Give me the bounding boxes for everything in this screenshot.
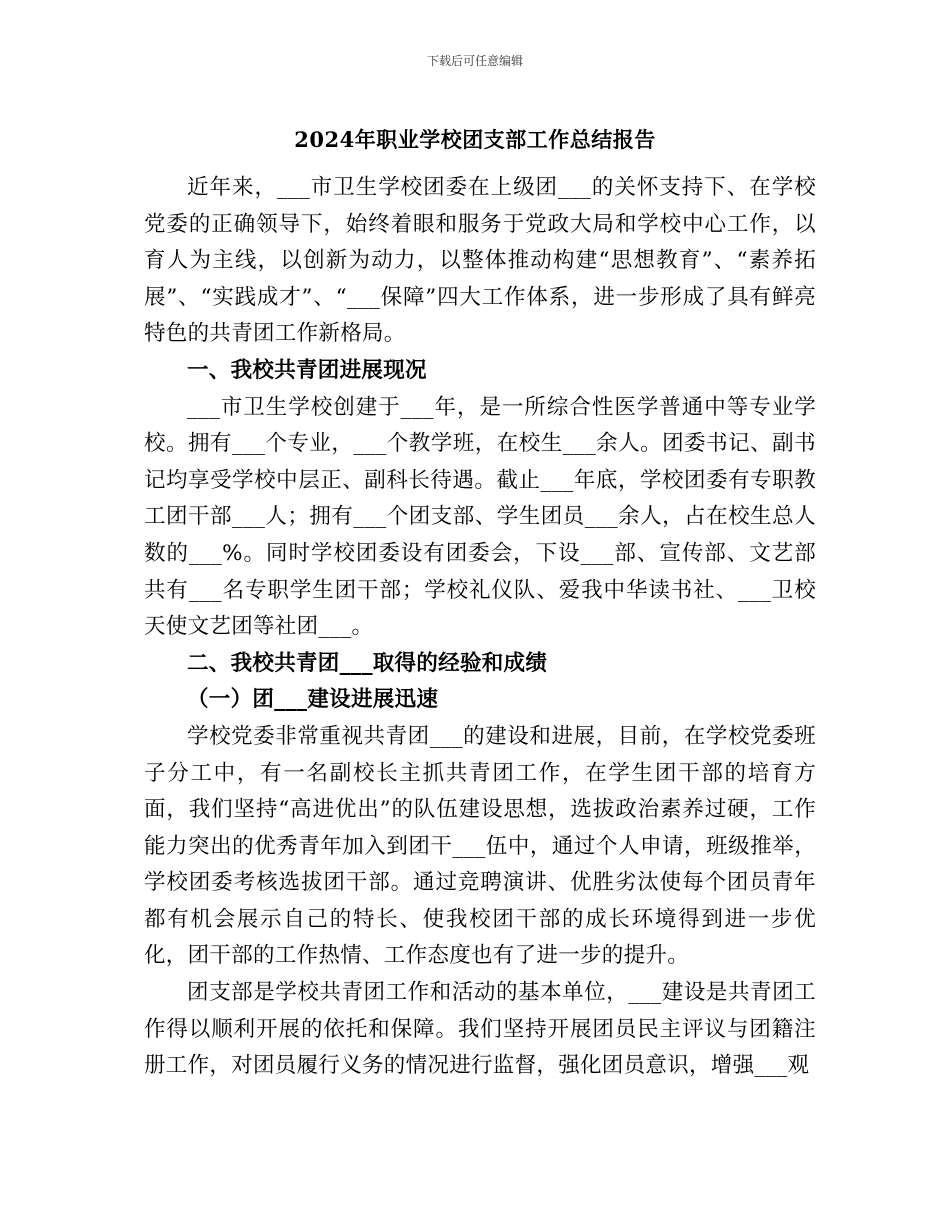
document-title: 2024年职业学校团支部工作总结报告 [294, 127, 656, 152]
subsection-1-paragraph-1: 学校党委非常重视共青团___的建设和进展，目前，在学校党委班子分工中，有一名副校长主抓共青团工作，在学生团干部的培育方面，我们坚持“高进优出”的队伍建设思想，选拔政治素养过硬，工作能力突出的优秀青年加入到团干___伍中，通过个人申请，班级推举，学校团委考核选拔团干部。通过竞聘演讲、优胜劣汰使每个团员青年都有机会展示自己的特长、使我校团干部的成长环境得到进一步优化，团干部的工作热情、工作态度也有了进一步的提升。 [144, 723, 816, 969]
section-1-heading: 一、我校共青团进展现况 [187, 357, 427, 383]
page-header-note: 下载后可任意编辑 [426, 54, 523, 68]
subsection-1-paragraph-2: 团支部是学校共青团工作和活动的基本单位，___建设是共青团工作得以顺利开展的依托和保障。我们坚持开展团员民主评议与团籍注册工作，对团员履行义务的情况进行监督，强化团员意识，增强___观 [144, 980, 816, 1079]
intro-paragraph: 近年来，___市卫生学校团委在上级团___的关怀支持下、在学校党委的正确领导下，始终着眼和服务于党政大局和学校中心工作，以育人为主线，以创新为动力，以整体推动构建“思想教育”、“素养拓展”、“实践成才”、“___保障”四大工作体系，进一步形成了具有鲜亮特色的共青团工作新格局。 [144, 175, 816, 347]
document-body [144, 170, 816, 1085]
subsection-1-heading: （一）团___建设进展迅速 [187, 687, 439, 713]
section-2-heading: 二、我校共青团___取得的经验和成绩 [187, 650, 548, 676]
section-1-paragraph: ___市卫生学校创建于___年，是一所综合性医学普通中等专业学校。拥有___个专业，___个教学班，在校生___余人。团委书记、副书记均享受学校中层正、副科长待遇。截止___年底，学校团委有专职教工团干部___人；拥有___个团支部、学生团员___余人，占在校生总人数的___%。同时学校团委设有团委会，下设___部、宣传部、文艺部共有___名专职学生团干部；学校礼仪队、爱我中华读书社、___卫校天使文艺团等社团___。 [144, 394, 816, 640]
